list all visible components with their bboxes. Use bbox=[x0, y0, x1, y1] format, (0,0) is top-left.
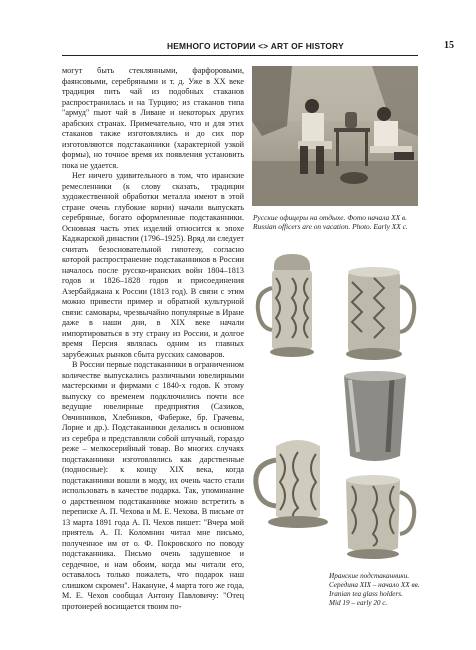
paragraph-2: Нет ничего удивительного в том, что иранские ремесленники (к слову сказать, традиции художественной обработки металла имеют в этой стране очень глубокие корни) начали выпускать серебряные, богато оформленные подстаканники. Основная часть этих изделий относится к эпохе Каджарской династии (1796–1925). Вряд ли следует считать безосновательной гипотезу, согласно которой распространение подстаканников в России началось после русско-иранских войн 1804–1813 годов и 1826–1828 годов и присоединения Азербайджана к России (1813 год). В связи с этим можно привести пример и обратной культурной связи: самовары, чрезвычайно популярные в Иране даже в наши дни, в XIX веке начали импортироваться в эту страну из России, и долгое время Персия являлась одним из главных зарубежных рынков сбыта русских самоваров. bbox=[62, 171, 244, 359]
caption-line-en: Russian officers are on vacation. Photo. Early XX c. bbox=[253, 222, 408, 232]
paragraph-3: В России первые подстаканники в ограниченном количестве выпускались различными ювелирными мастерскими и фирмами с 1840-х годов. К этому выпуску со временем подключились почти все ведущие ювелирные предприятия (Сазиков, Овчинников, Хлебников, Фаберже, бр. Грачевы, Лорие и др.). Подстаканники делались в основном из серебра и представляли собой штучный, гораздо реже – мелкосерийный товар. Во многих случаях подстаканники изготовлялись как дарственные (подносные): к концу XIX века, когда подстаканники вошли в моду, их очень часто стали использовать в качестве подарка. Так, упоминание о дарственном подстаканнике можно встретить в переписке А. П. Чехова и М. Е. Чехова. В письме от 13 марта 1891 года А. П. Чехов пишет: "Вчера мой приятель А. П. Коломнин читал мне письмо, полученное им от о. Ф. Покровского по поводу подстаканника. Письмо очень задушевное и сердечное, и нам обоим, когда мы читали его, оставалось только пожалеть, что подарок наш слишком скромен". Накануне, 4 марта того же года, М. Е. Чехов сообщал Антону Павловичу: "Отец протоиерей восищается твоим по- bbox=[62, 360, 244, 611]
caption-line-1: Иранские подстаканники. bbox=[329, 572, 410, 580]
tea-holders-caption bbox=[329, 572, 427, 608]
page-number: 15 bbox=[444, 40, 454, 51]
officers-photo bbox=[252, 66, 418, 206]
tea-holder-photo-2 bbox=[326, 258, 418, 366]
caption-line-4: Mid 19 – early 20 c. bbox=[329, 599, 388, 607]
body-text-column bbox=[62, 66, 244, 636]
tea-holder-photo-4 bbox=[328, 468, 418, 568]
caption-line-ru: Русские офицеры на отдыхе. Фото начала XX в. bbox=[253, 213, 408, 222]
header-rule bbox=[62, 55, 418, 56]
caption-line-2: Середина XIX – начало XX вв. bbox=[329, 581, 420, 589]
officers-photo-caption bbox=[253, 213, 423, 231]
paragraph-1: могут быть стеклянными, фарфоровыми, фаянсовыми, серебряными и т. д. Уже в XX веке традиция пить чай из подобных стаканов распространилась и на Турцию; из стаканов типа "армуд" пьют чай в Ливане и некоторых других арабских странах. Примечательно, что и для этих стаканов также изготовлялись и до сих пор изготовляются подстаканники (характерной узкой формы), но точное время их появления установить пока не удается. bbox=[62, 66, 244, 170]
running-header: НЕМНОГО ИСТОРИИ <> ART OF HISTORY bbox=[167, 41, 344, 51]
tea-holder-photo-1 bbox=[252, 248, 330, 368]
caption-line-3: Iranian tea glass holders. bbox=[329, 590, 403, 598]
